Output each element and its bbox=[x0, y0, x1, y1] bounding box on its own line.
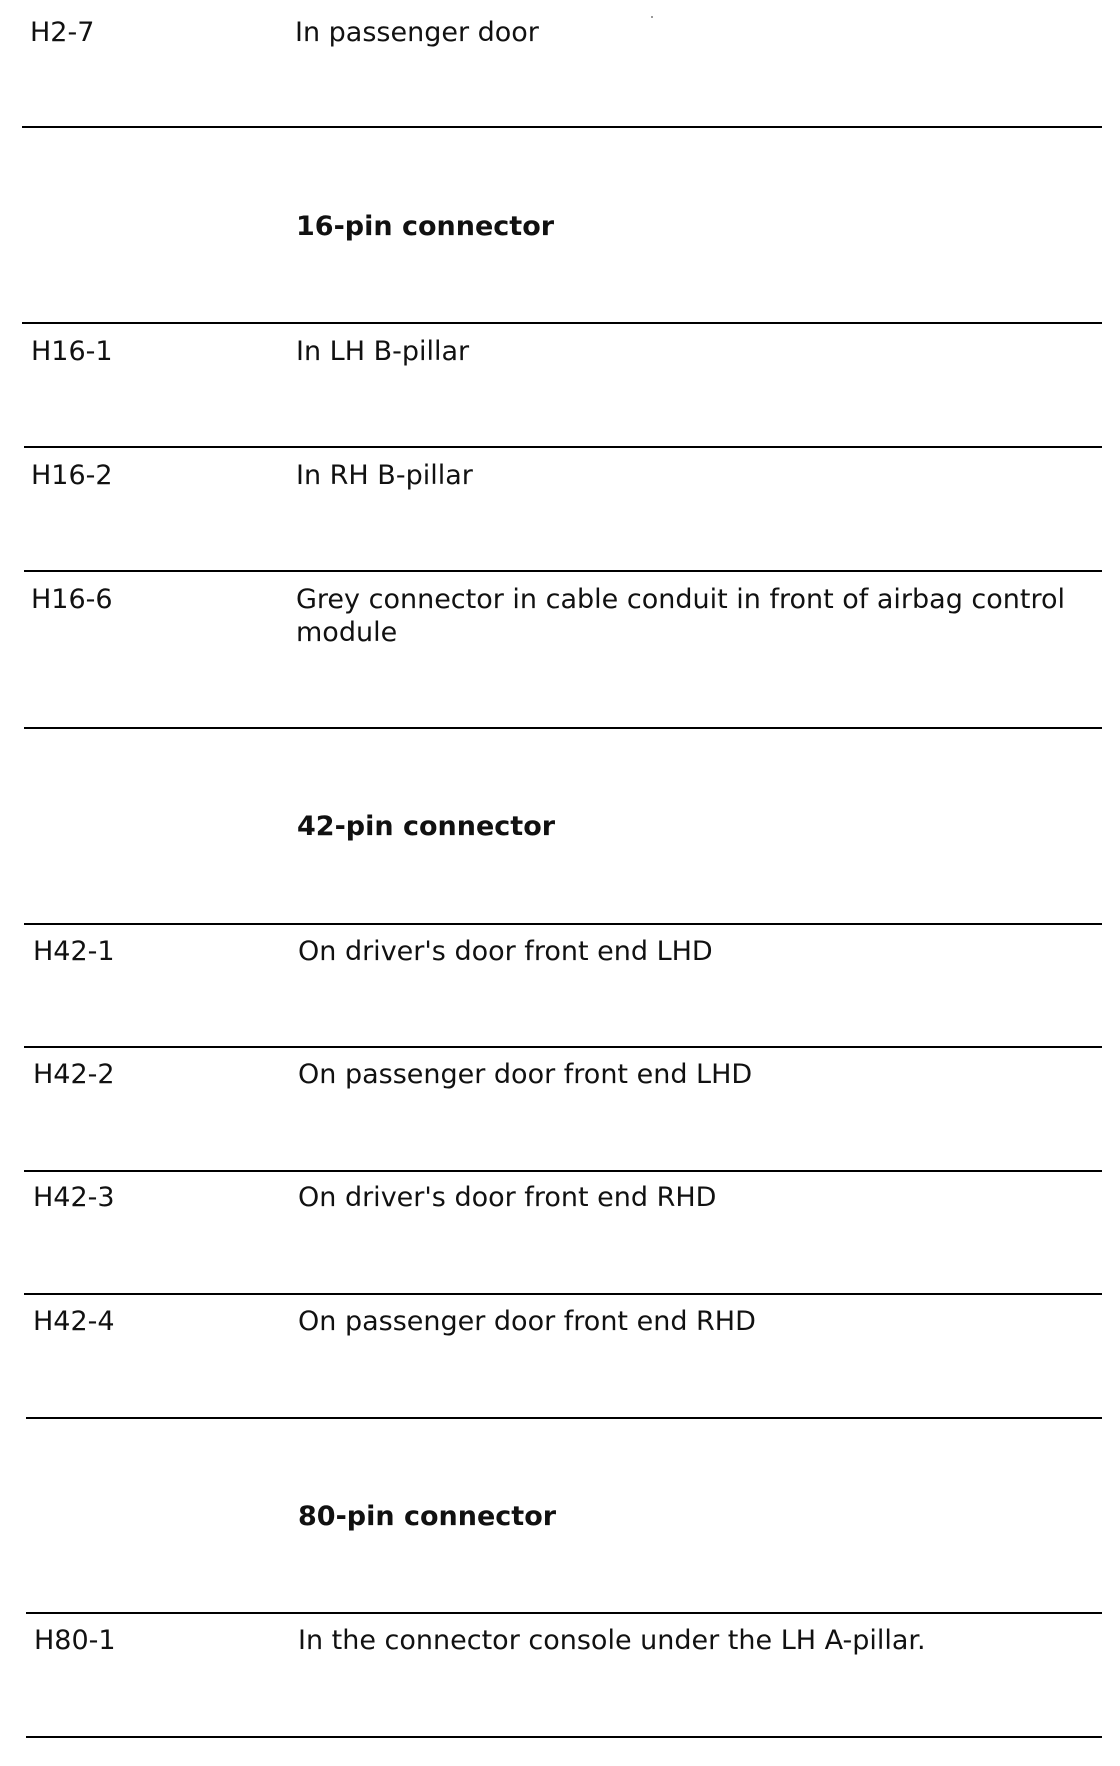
row-divider bbox=[24, 570, 1102, 572]
connector-location: In LH B-pillar bbox=[296, 336, 470, 367]
row-divider bbox=[26, 1417, 1102, 1419]
connector-location: In passenger door bbox=[295, 17, 539, 48]
connector-code: H16-2 bbox=[31, 460, 113, 491]
row-divider bbox=[24, 446, 1102, 448]
row-divider bbox=[24, 1170, 1102, 1172]
connector-code: H2-7 bbox=[30, 17, 95, 48]
connector-location: On driver's door front end RHD bbox=[298, 1182, 717, 1213]
connector-code: H42-3 bbox=[33, 1182, 115, 1213]
connector-code: H80-1 bbox=[34, 1625, 116, 1656]
connector-location: On passenger door front end RHD bbox=[298, 1306, 756, 1337]
row-divider bbox=[22, 322, 1102, 324]
connector-location: Grey connector in cable conduit in front of airbag control module bbox=[296, 584, 1066, 648]
connector-location: On passenger door front end LHD bbox=[298, 1059, 753, 1090]
section-heading-42-pin: 42-pin connector bbox=[297, 811, 556, 842]
connector-code: H42-4 bbox=[33, 1306, 115, 1337]
connector-code: H16-6 bbox=[31, 584, 113, 615]
row-divider bbox=[22, 126, 1102, 128]
row-divider bbox=[24, 727, 1102, 729]
row-divider bbox=[24, 1293, 1102, 1295]
section-heading-80-pin: 80-pin connector bbox=[298, 1501, 557, 1532]
row-divider bbox=[26, 1736, 1102, 1738]
row-divider bbox=[26, 1612, 1102, 1614]
connector-location: On driver's door front end LHD bbox=[298, 936, 713, 967]
row-divider bbox=[24, 923, 1102, 925]
connector-code: H42-1 bbox=[33, 936, 115, 967]
connector-code: H42-2 bbox=[33, 1059, 115, 1090]
connector-code: H16-1 bbox=[31, 336, 113, 367]
connector-location: In the connector console under the LH A-pillar. bbox=[298, 1625, 926, 1656]
connector-location: In RH B-pillar bbox=[296, 460, 473, 491]
row-divider bbox=[24, 1046, 1102, 1048]
section-heading-16-pin: 16-pin connector bbox=[296, 211, 555, 242]
